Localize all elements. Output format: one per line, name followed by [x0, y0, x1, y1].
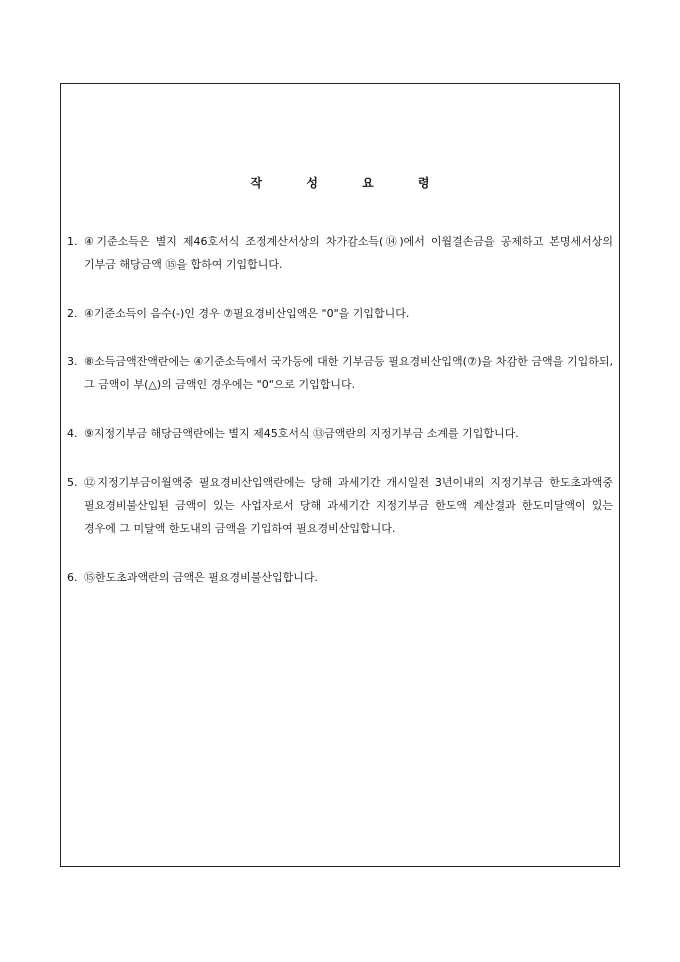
instruction-list: [67, 230, 613, 589]
instruction-number: 2.: [67, 307, 78, 320]
document-title: 작 성 요 령: [250, 176, 450, 190]
instruction-text: ④기준소득은 별지 제46호서식 조정계산서상의 차가감소득(⑭)에서 이월결손금을 공제하고 본명세서상의 기부금 해당금액 ⑮을 합하여 기입합니다.: [84, 235, 613, 271]
instruction-item-6: [67, 566, 613, 589]
instruction-number: 6.: [67, 571, 78, 584]
instruction-text: ⑮한도초과액란의 금액은 필요경비불산입합니다.: [84, 571, 319, 584]
instruction-text: ⑧소득금액잔액란에는 ④기준소득에서 국가등에 대한 기부금등 필요경비산입액(⑦)을 차감한 금액을 기입하되, 그 금액이 부(△)의 금액인 경우에는 "0"으로 기입합니다.: [84, 355, 613, 391]
instruction-item-1: [67, 230, 613, 276]
instruction-text: ⑨지정기부금 해당금액란에는 별지 제45호서식 ⑬금액란의 지정기부금 소계를 기입합니다.: [84, 427, 519, 440]
instruction-item-2: [67, 302, 613, 325]
instruction-item-3: [67, 350, 613, 396]
instruction-text: ⑫지정기부금이월액중 필요경비산입액란에는 당해 과세기간 개시일전 3년이내의 지정기부금 한도초과액중 필요경비불산입된 금액이 있는 사업자로서 당해 과세기간 지정기부금 한도액 계산결과 한도미달액이 있는 경우에 그 미달액 한도내의 금액을 기입하여 필요경비산입합니다.: [84, 476, 613, 535]
instruction-number: 1.: [67, 235, 78, 248]
instruction-number: 5.: [67, 476, 78, 489]
instruction-item-5: [67, 471, 613, 540]
instruction-number: 3.: [67, 355, 78, 368]
instruction-text: ④기준소득이 음수(-)인 경우 ⑦필요경비산입액은 "0"을 기입합니다.: [84, 307, 410, 320]
instructions-frame: [60, 83, 620, 867]
instruction-number: 4.: [67, 427, 78, 440]
instruction-item-4: [67, 422, 613, 445]
